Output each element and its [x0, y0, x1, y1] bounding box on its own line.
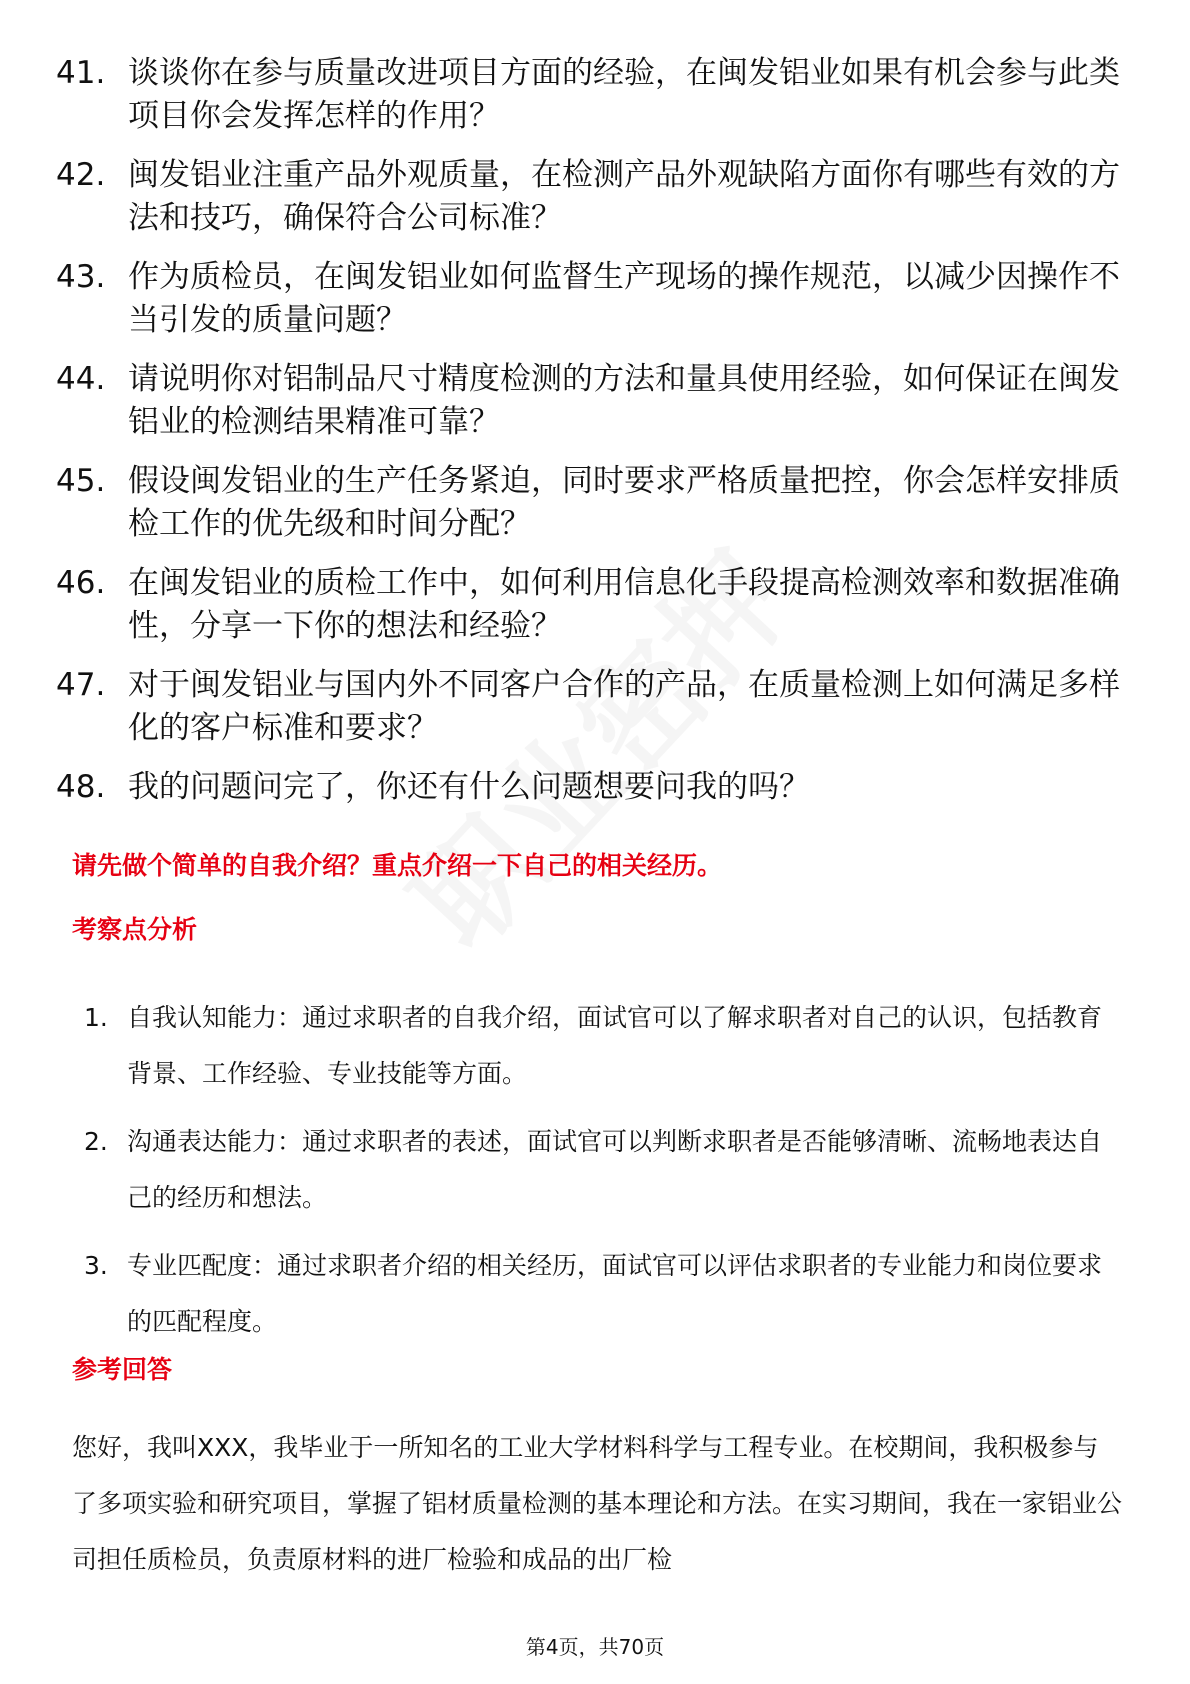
question-item	[56, 664, 1136, 750]
question-number: 42.	[56, 157, 106, 193]
analysis-point-text: 沟通表达能力：通过求职者的表述，面试官可以判断求职者是否能够清晰、流畅地表达自己的经历和想法。	[127, 1127, 1103, 1212]
analysis-point	[84, 1114, 1124, 1226]
question-text: 假设闽发铝业的生产任务紧迫，同时要求严格质量把控，你会怎样安排质检工作的优先级和时间分配？	[128, 463, 1120, 542]
analysis-point-text: 专业匹配度：通过求职者介绍的相关经历，面试官可以评估求职者的专业能力和岗位要求的匹配程度。	[127, 1251, 1103, 1336]
question-item	[56, 460, 1136, 546]
analysis-point	[84, 990, 1124, 1102]
question-text: 在闽发铝业的质检工作中，如何利用信息化手段提高检测效率和数据准确性，分享一下你的想法和经验？	[128, 565, 1120, 644]
page-footer: 第4页，共70页	[525, 1635, 665, 1659]
question-item	[56, 358, 1136, 444]
question-text: 作为质检员，在闽发铝业如何监督生产现场的操作规范，以减少因操作不当引发的质量问题？	[128, 259, 1120, 338]
question-item	[56, 256, 1136, 342]
question-number: 46.	[56, 565, 106, 601]
question-item	[56, 52, 1136, 138]
question-number: 43.	[56, 259, 106, 295]
analysis-heading: 考察点分析	[72, 915, 198, 944]
analysis-point-number: 2.	[84, 1127, 108, 1156]
question-number: 44.	[56, 361, 106, 397]
question-text: 对于闽发铝业与国内外不同客户合作的产品，在质量检测上如何满足多样化的客户标准和要求？	[128, 667, 1120, 746]
answer-paragraph: 您好，我叫XXX，我毕业于一所知名的工业大学材料科学与工程专业。在校期间，我积极参与了多项实验和研究项目，掌握了铝材质量检测的基本理论和方法。在实习期间，我在一家铝业公司担任质检员，负责原材料的进厂检验和成品的出厂检	[72, 1433, 1123, 1574]
analysis-point-list	[84, 990, 1124, 1362]
analysis-point	[84, 1238, 1124, 1350]
question-text: 请说明你对铝制品尺寸精度检测的方法和量具使用经验，如何保证在闽发铝业的检测结果精准可靠？	[128, 361, 1120, 440]
question-text: 我的问题问完了，你还有什么问题想要问我的吗？	[128, 769, 810, 805]
question-text: 闽发铝业注重产品外观质量，在检测产品外观缺陷方面你有哪些有效的方法和技巧，确保符合公司标准？	[128, 157, 1120, 236]
question-number: 47.	[56, 667, 106, 703]
question-number: 45.	[56, 463, 106, 499]
question-item	[56, 766, 1136, 809]
question-list	[56, 52, 1136, 825]
question-text: 谈谈你在参与质量改进项目方面的经验，在闽发铝业如果有机会参与此类项目你会发挥怎样的作用？	[128, 55, 1120, 134]
question-item	[56, 154, 1136, 240]
answer-heading: 参考回答	[72, 1355, 173, 1384]
analysis-point-number: 1.	[84, 1003, 108, 1032]
question-number: 48.	[56, 769, 106, 805]
question-number: 41.	[56, 55, 106, 91]
analysis-point-text: 自我认知能力：通过求职者的自我介绍，面试官可以了解求职者对自己的认识，包括教育背景、工作经验、专业技能等方面。	[127, 1003, 1103, 1088]
main-question-heading: 请先做个简单的自我介绍？重点介绍一下自己的相关经历。	[72, 851, 723, 880]
analysis-point-number: 3.	[84, 1251, 108, 1280]
question-item	[56, 562, 1136, 648]
